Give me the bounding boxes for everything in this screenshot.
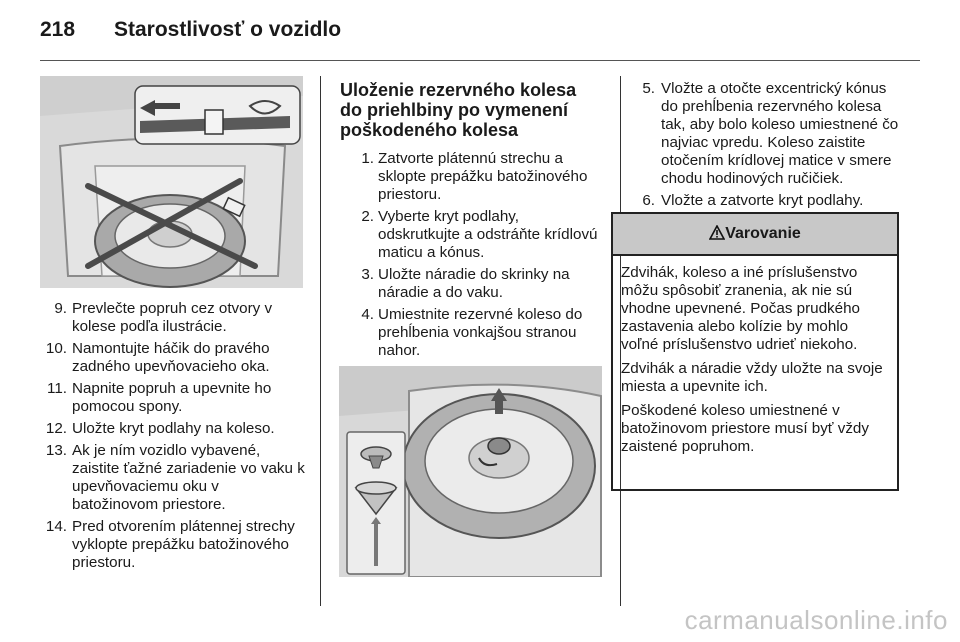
step-item (637, 80, 903, 188)
step-item (350, 266, 602, 302)
step-item (40, 300, 306, 336)
step-number: 12. (45, 420, 67, 437)
step-text: Zatvorte plátennú strechu a sklopte prepážku batožinového priestoru. (378, 150, 588, 203)
step-list-right (637, 80, 903, 210)
page-title: Starostlivosť o vozidlo (114, 18, 342, 41)
step-item (40, 420, 306, 438)
step-number: 6. (642, 192, 655, 209)
step-number: 5. (642, 80, 655, 97)
page-number: 218 (40, 18, 76, 41)
step-text: Uložte náradie do skrinky na náradie a do vaku. (378, 266, 570, 301)
warning-header (613, 214, 897, 256)
step-text: Prevlečte popruh cez otvory v kolese podľa ilustrácie. (72, 300, 273, 335)
step-item (637, 192, 903, 210)
step-text: Pred otvorením plátennej strechy vyklopte prepážku batožinového priestoru. (72, 518, 295, 571)
step-text: Ak je ním vozidlo vybavené, zaistite ťažné zariadenie vo vaku k upevňovaciemu oku v batožinovom priestore. (72, 442, 305, 513)
step-number: 1. (361, 150, 374, 167)
spare-wheel-illustration (339, 366, 602, 577)
step-number: 2. (361, 208, 374, 225)
warning-title: Varovanie (725, 225, 801, 242)
step-number: 10. (45, 340, 67, 357)
step-text: Vložte a otočte excentrický kónus do prehĺbenia rezervného kolesa tak, aby bolo koleso umiestnené čo najviac vpredu. Koleso zaistite otočením krídlovej matice v smere chodu hodinových ručičiek. (661, 80, 899, 187)
warning-box (611, 212, 899, 491)
column-divider (320, 76, 321, 606)
step-text: Uložte kryt podlahy na koleso. (72, 420, 275, 437)
step-number: 11. (47, 380, 67, 397)
step-number: 14. (45, 518, 67, 535)
column-middle (340, 80, 602, 364)
step-text: Namontujte háčik do pravého zadného upevňovacieho oka. (72, 340, 270, 375)
watermark: carmanualsonline.info (684, 605, 948, 635)
column-right (637, 80, 903, 214)
step-number: 4. (361, 306, 374, 323)
step-text: Vyberte kryt podlahy, odskrutkujte a odstráňte krídlovú maticu a kónus. (378, 208, 598, 261)
step-item (350, 150, 602, 204)
step-text: Napnite popruh a upevnite ho pomocou spony. (72, 380, 272, 415)
step-text: Umiestnite rezervné koleso do prehĺbenia vonkajšou stranou nahor. (378, 306, 583, 359)
step-number: 9. (54, 300, 67, 317)
step-list-middle (340, 150, 602, 360)
warning-paragraph: Poškodené koleso umiestnené v batožinovom priestore musí byť vždy zaistené popruhom. (621, 402, 869, 455)
step-number: 3. (361, 266, 374, 283)
step-item (40, 340, 306, 376)
column-left (40, 300, 306, 576)
step-text: Vložte a zatvorte kryt podlahy. (661, 192, 864, 209)
warning-body (613, 256, 897, 456)
warning-paragraph: Zdvihák, koleso a iné príslušenstvo môžu spôsobiť zranenia, ak nie sú vhodne upevnené. Počas prudkého zastavenia alebo kolízie by mohlo voľné príslušenstvo udrieť niekoho. (621, 264, 860, 353)
step-item (40, 518, 306, 572)
step-list-left (40, 300, 306, 572)
trunk-strap-illustration (40, 76, 303, 288)
step-item (350, 306, 602, 360)
step-item (40, 380, 306, 416)
warning-paragraph: Zdvihák a náradie vždy uložte na svoje miesta a upevnite ich. (621, 360, 883, 395)
step-number: 13. (45, 442, 67, 459)
step-item (350, 208, 602, 262)
header-divider (40, 60, 920, 61)
step-item (40, 442, 306, 514)
section-title: Uloženie rezervného kolesa do priehlbiny po vymenení poškodeného kolesa (340, 80, 577, 140)
warning-triangle-icon (709, 225, 725, 240)
page-header (40, 18, 920, 48)
